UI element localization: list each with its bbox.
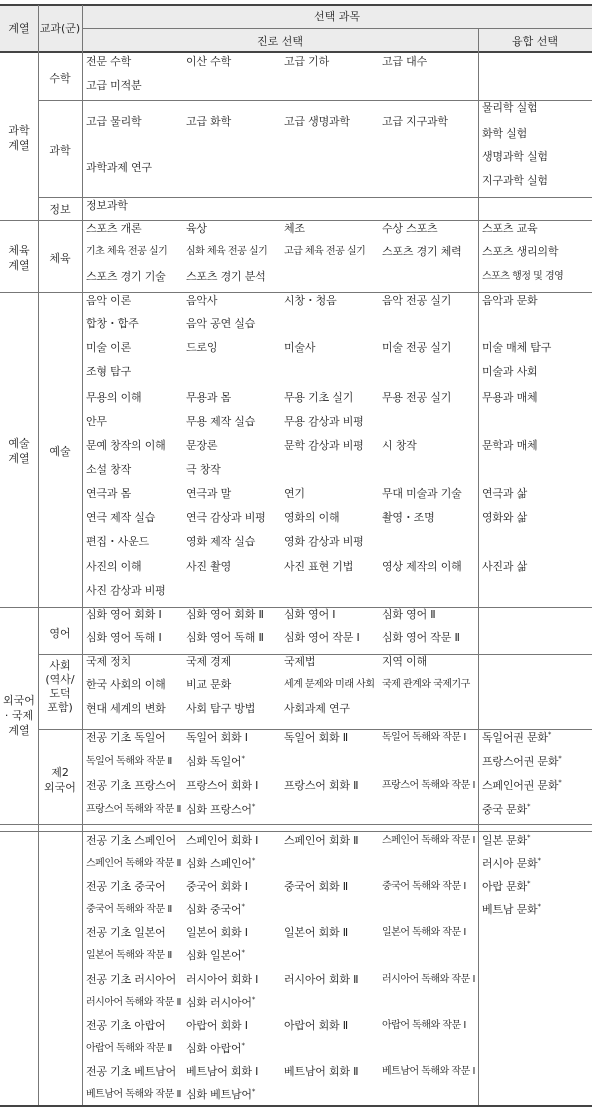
course-cell: 고급 미적분 [86, 79, 142, 92]
course-cell: 영화와 삶 [482, 511, 528, 524]
course-cell: 영상 제작의 이해 [382, 560, 462, 573]
course-cell: 스페인어 회화 Ⅰ [186, 834, 259, 847]
course-cell: 미술 매체 탐구 [482, 341, 552, 354]
course-cell: 연극과 삶 [482, 487, 528, 500]
course-cell: 베트남어 회화 Ⅱ [284, 1065, 359, 1078]
course-cell: 물리학 실험 [482, 101, 538, 114]
course-cell: 국제 경제 [186, 655, 232, 668]
divider-social-lang2 [38, 729, 592, 730]
course-cell: 독일어권 문화* [482, 730, 552, 744]
course-cell: 사진의 이해 [86, 560, 142, 573]
col-divider-subject [82, 5, 83, 1105]
course-cell: 아랍어 독해와 작문 Ⅱ [86, 1043, 172, 1054]
course-cell: 스페인어 독해와 작문 Ⅰ [382, 835, 475, 846]
course-cell: 영화 제작 실습 [186, 535, 256, 548]
course-cell: 심화 영어 Ⅰ [284, 608, 336, 621]
course-cell: 미술사 [284, 341, 316, 354]
course-cell: 아랍어 회화 Ⅰ [186, 1019, 248, 1032]
course-cell: 스포츠 경기 분석 [186, 270, 266, 283]
course-cell: 심화 러시아어* [186, 995, 256, 1009]
course-cell: 무용 감상과 비평 [284, 415, 364, 428]
course-cell: 사진 감상과 비평 [86, 584, 166, 597]
course-cell: 체조 [284, 222, 305, 235]
subject-info: 정보 [49, 203, 71, 216]
course-cell: 독일어 회화 Ⅰ [186, 731, 248, 744]
group-science: 과학 계열 [8, 124, 30, 152]
header-divider [82, 28, 592, 29]
course-cell: 육상 [186, 222, 207, 235]
course-cell: 일본어 독해와 작문 Ⅱ [86, 950, 172, 961]
course-cell: 음악사 [186, 294, 218, 307]
course-cell: 스페인어 독해와 작문 Ⅱ [86, 858, 181, 869]
course-cell: 한국 사회의 이해 [86, 678, 166, 691]
course-cell: 화학 실험 [482, 127, 528, 140]
course-cell: 사진 촬영 [186, 560, 232, 573]
table-bottom-border [0, 1105, 592, 1107]
course-cell: 중국어 회화 Ⅰ [186, 880, 248, 893]
divider-science-pe [0, 220, 592, 221]
course-cell: 일본어 회화 Ⅰ [186, 926, 248, 939]
course-cell: 무용 기초 실기 [284, 391, 354, 404]
header-career: 진로 선택 [256, 35, 303, 48]
course-cell: 스포츠 경기 체력 [382, 245, 462, 258]
course-cell: 일본어 회화 Ⅱ [284, 926, 348, 939]
course-cell: 문예 창작의 이해 [86, 439, 166, 452]
course-cell: 연극 제작 실습 [86, 511, 156, 524]
course-cell: 심화 중국어* [186, 902, 245, 916]
divider-pe-arts [0, 292, 592, 293]
course-cell: 심화 체육 전공 실기 [186, 246, 268, 257]
course-cell: 과학과제 연구 [86, 161, 152, 174]
course-cell: 정보과학 [86, 199, 128, 212]
course-cell: 무대 미술과 기술 [382, 487, 462, 500]
course-cell: 스페인어권 문화* [482, 778, 562, 792]
header-subject: 교과(군) [39, 22, 81, 35]
header-convergence: 융합 선택 [511, 35, 558, 48]
group-arts: 예술 계열 [8, 437, 30, 465]
col-divider-convergence [478, 28, 479, 1105]
course-cell: 심화 일본어* [186, 948, 245, 962]
course-cell: 문학 감상과 비평 [284, 439, 364, 452]
col-divider-group [38, 5, 39, 1105]
course-cell: 심화 영어 회화 Ⅰ [86, 608, 162, 621]
course-cell: 심화 영어 독해 Ⅱ [186, 631, 264, 644]
course-cell: 고급 체육 전공 실기 [284, 246, 366, 257]
course-cell: 이산 수학 [186, 55, 232, 68]
subject-arts: 예술 [49, 445, 71, 458]
course-cell: 비교 문화 [186, 678, 232, 691]
course-cell: 전공 기초 베트남어 [86, 1065, 177, 1078]
course-cell: 국제 정치 [86, 655, 132, 668]
course-cell: 드로잉 [186, 341, 218, 354]
course-cell: 생명과학 실험 [482, 150, 548, 163]
course-cell: 사회과제 연구 [284, 702, 350, 715]
course-cell: 스포츠 행정 및 경영 [482, 271, 564, 282]
header-bottom-border [0, 51, 592, 53]
course-cell: 시창・청음 [284, 294, 337, 307]
course-cell: 중국 문화* [482, 802, 531, 816]
course-cell: 시 창작 [382, 439, 417, 452]
subject-science: 과학 [49, 144, 71, 157]
course-cell: 무용 전공 실기 [382, 391, 452, 404]
course-cell: 스페인어 회화 Ⅱ [284, 834, 359, 847]
course-cell: 프랑스어 회화 Ⅰ [186, 779, 259, 792]
course-cell: 프랑스어 독해와 작문 Ⅰ [382, 780, 475, 791]
course-cell: 무용의 이해 [86, 391, 142, 404]
course-cell: 영화 감상과 비평 [284, 535, 364, 548]
subject-english: 영어 [49, 627, 71, 640]
course-cell: 고급 물리학 [86, 115, 142, 128]
subject-pe: 체육 [49, 252, 71, 265]
course-cell: 베트남어 회화 Ⅰ [186, 1065, 259, 1078]
course-cell: 독일어 독해와 작문 Ⅰ [382, 732, 466, 743]
course-cell: 연극과 몸 [86, 487, 132, 500]
course-cell: 음악 공연 실습 [186, 317, 256, 330]
course-cell: 심화 영어 독해 Ⅰ [86, 631, 162, 644]
course-cell: 편집・사운드 [86, 535, 149, 548]
table-top-border [0, 4, 592, 6]
course-cell: 심화 영어 Ⅱ [382, 608, 436, 621]
course-cell: 러시아어 회화 Ⅰ [186, 973, 259, 986]
course-cell: 고급 기하 [284, 55, 330, 68]
course-cell: 프랑스어 독해와 작문 Ⅱ [86, 804, 181, 815]
course-cell: 스포츠 생리의학 [482, 245, 559, 258]
course-cell: 스포츠 개론 [86, 222, 142, 235]
course-cell: 안무 [86, 415, 107, 428]
course-cell: 중국어 독해와 작문 Ⅰ [382, 881, 466, 892]
course-cell: 사회 탐구 방법 [186, 702, 256, 715]
course-cell: 전공 기초 아랍어 [86, 1019, 166, 1032]
course-cell: 일본어 독해와 작문 Ⅰ [382, 927, 466, 938]
course-cell: 전공 기초 중국어 [86, 880, 166, 893]
course-cell: 소설 창작 [86, 463, 132, 476]
course-cell: 세계 문제와 미래 사회 [284, 679, 375, 690]
subject-math: 수학 [49, 72, 71, 85]
course-cell: 전공 기초 독일어 [86, 731, 166, 744]
course-cell: 극 창작 [186, 463, 221, 476]
course-cell: 심화 영어 작문 Ⅰ [284, 631, 360, 644]
course-cell: 러시아어 독해와 작문 Ⅱ [86, 997, 181, 1008]
course-cell: 사진과 삶 [482, 560, 528, 573]
course-cell: 지구과학 실험 [482, 174, 548, 187]
course-cell: 문장론 [186, 439, 218, 452]
course-cell: 연극과 말 [186, 487, 232, 500]
course-cell: 지역 이해 [382, 655, 428, 668]
course-cell: 심화 아랍어* [186, 1041, 245, 1055]
course-cell: 전공 기초 일본어 [86, 926, 166, 939]
course-cell: 중국어 회화 Ⅱ [284, 880, 348, 893]
course-cell: 연기 [284, 487, 305, 500]
group-pe: 체육 계열 [8, 244, 30, 272]
course-cell: 미술 전공 실기 [382, 341, 452, 354]
course-cell: 심화 스페인어* [186, 856, 256, 870]
course-cell: 고급 생명과학 [284, 115, 350, 128]
course-cell: 심화 베트남어* [186, 1087, 256, 1101]
course-cell: 아랍 문화* [482, 879, 531, 893]
course-cell: 스포츠 교육 [482, 222, 538, 235]
course-cell: 베트남 문화* [482, 902, 541, 916]
page-split-top [0, 824, 592, 825]
course-cell: 전공 기초 러시아어 [86, 973, 177, 986]
course-cell: 독일어 독해와 작문 Ⅱ [86, 756, 172, 767]
course-cell: 문학과 매체 [482, 439, 538, 452]
course-cell: 심화 프랑스어* [186, 802, 256, 816]
group-foreign: 외국어 · 국제 계열 [3, 694, 35, 737]
course-cell: 아랍어 회화 Ⅱ [284, 1019, 348, 1032]
course-cell: 전공 기초 프랑스어 [86, 779, 177, 792]
course-cell: 음악 전공 실기 [382, 294, 452, 307]
course-cell: 합창・합주 [86, 317, 139, 330]
course-cell: 영화의 이해 [284, 511, 340, 524]
course-cell: 아랍어 독해와 작문 Ⅰ [382, 1020, 466, 1031]
course-cell: 연극 감상과 비평 [186, 511, 266, 524]
course-cell: 촬영・조명 [382, 511, 435, 524]
course-cell: 베트남어 독해와 작문 Ⅰ [382, 1066, 475, 1077]
header-group: 계열 [8, 22, 30, 35]
subject-lang2: 제2 외국어 [44, 766, 76, 794]
page-split-bottom [0, 831, 592, 832]
course-cell: 일본 문화* [482, 833, 531, 847]
course-cell: 사진 표현 기법 [284, 560, 354, 573]
divider-science-info [38, 197, 592, 198]
course-cell: 무용과 매체 [482, 391, 538, 404]
course-cell: 심화 독일어* [186, 754, 245, 768]
course-cell: 심화 영어 작문 Ⅱ [382, 631, 460, 644]
course-cell: 러시아어 독해와 작문 Ⅰ [382, 974, 475, 985]
course-cell: 무용과 몸 [186, 391, 232, 404]
course-cell: 프랑스어권 문화* [482, 754, 562, 768]
subject-social: 사회 (역사/ 도덕 포함) [45, 659, 75, 714]
course-cell: 고급 대수 [382, 55, 428, 68]
course-cell: 무용 제작 실습 [186, 415, 256, 428]
course-cell: 미술과 사회 [482, 365, 538, 378]
course-cell: 독일어 회화 Ⅱ [284, 731, 348, 744]
course-cell: 베트남어 독해와 작문 Ⅱ [86, 1089, 181, 1100]
header-selected: 선택 과목 [313, 10, 360, 23]
course-cell: 전공 기초 스페인어 [86, 834, 177, 847]
course-cell: 미술 이론 [86, 341, 132, 354]
course-cell: 음악과 문화 [482, 294, 538, 307]
course-cell: 국제 관계와 국제기구 [382, 679, 470, 690]
course-cell: 심화 영어 회화 Ⅱ [186, 608, 264, 621]
course-cell: 러시아 문화* [482, 856, 541, 870]
course-cell: 조형 탐구 [86, 365, 132, 378]
course-cell: 중국어 독해와 작문 Ⅱ [86, 904, 172, 915]
course-cell: 음악 이론 [86, 294, 132, 307]
course-cell: 프랑스어 회화 Ⅱ [284, 779, 359, 792]
course-cell: 고급 지구과학 [382, 115, 448, 128]
course-cell: 러시아어 회화 Ⅱ [284, 973, 359, 986]
course-cell: 수상 스포츠 [382, 222, 438, 235]
course-cell: 현대 세계의 변화 [86, 702, 166, 715]
course-cell: 전문 수학 [86, 55, 132, 68]
course-cell: 스포츠 경기 기술 [86, 270, 166, 283]
course-cell: 국제법 [284, 655, 316, 668]
course-cell: 기초 체육 전공 실기 [86, 246, 168, 257]
course-cell: 고급 화학 [186, 115, 232, 128]
